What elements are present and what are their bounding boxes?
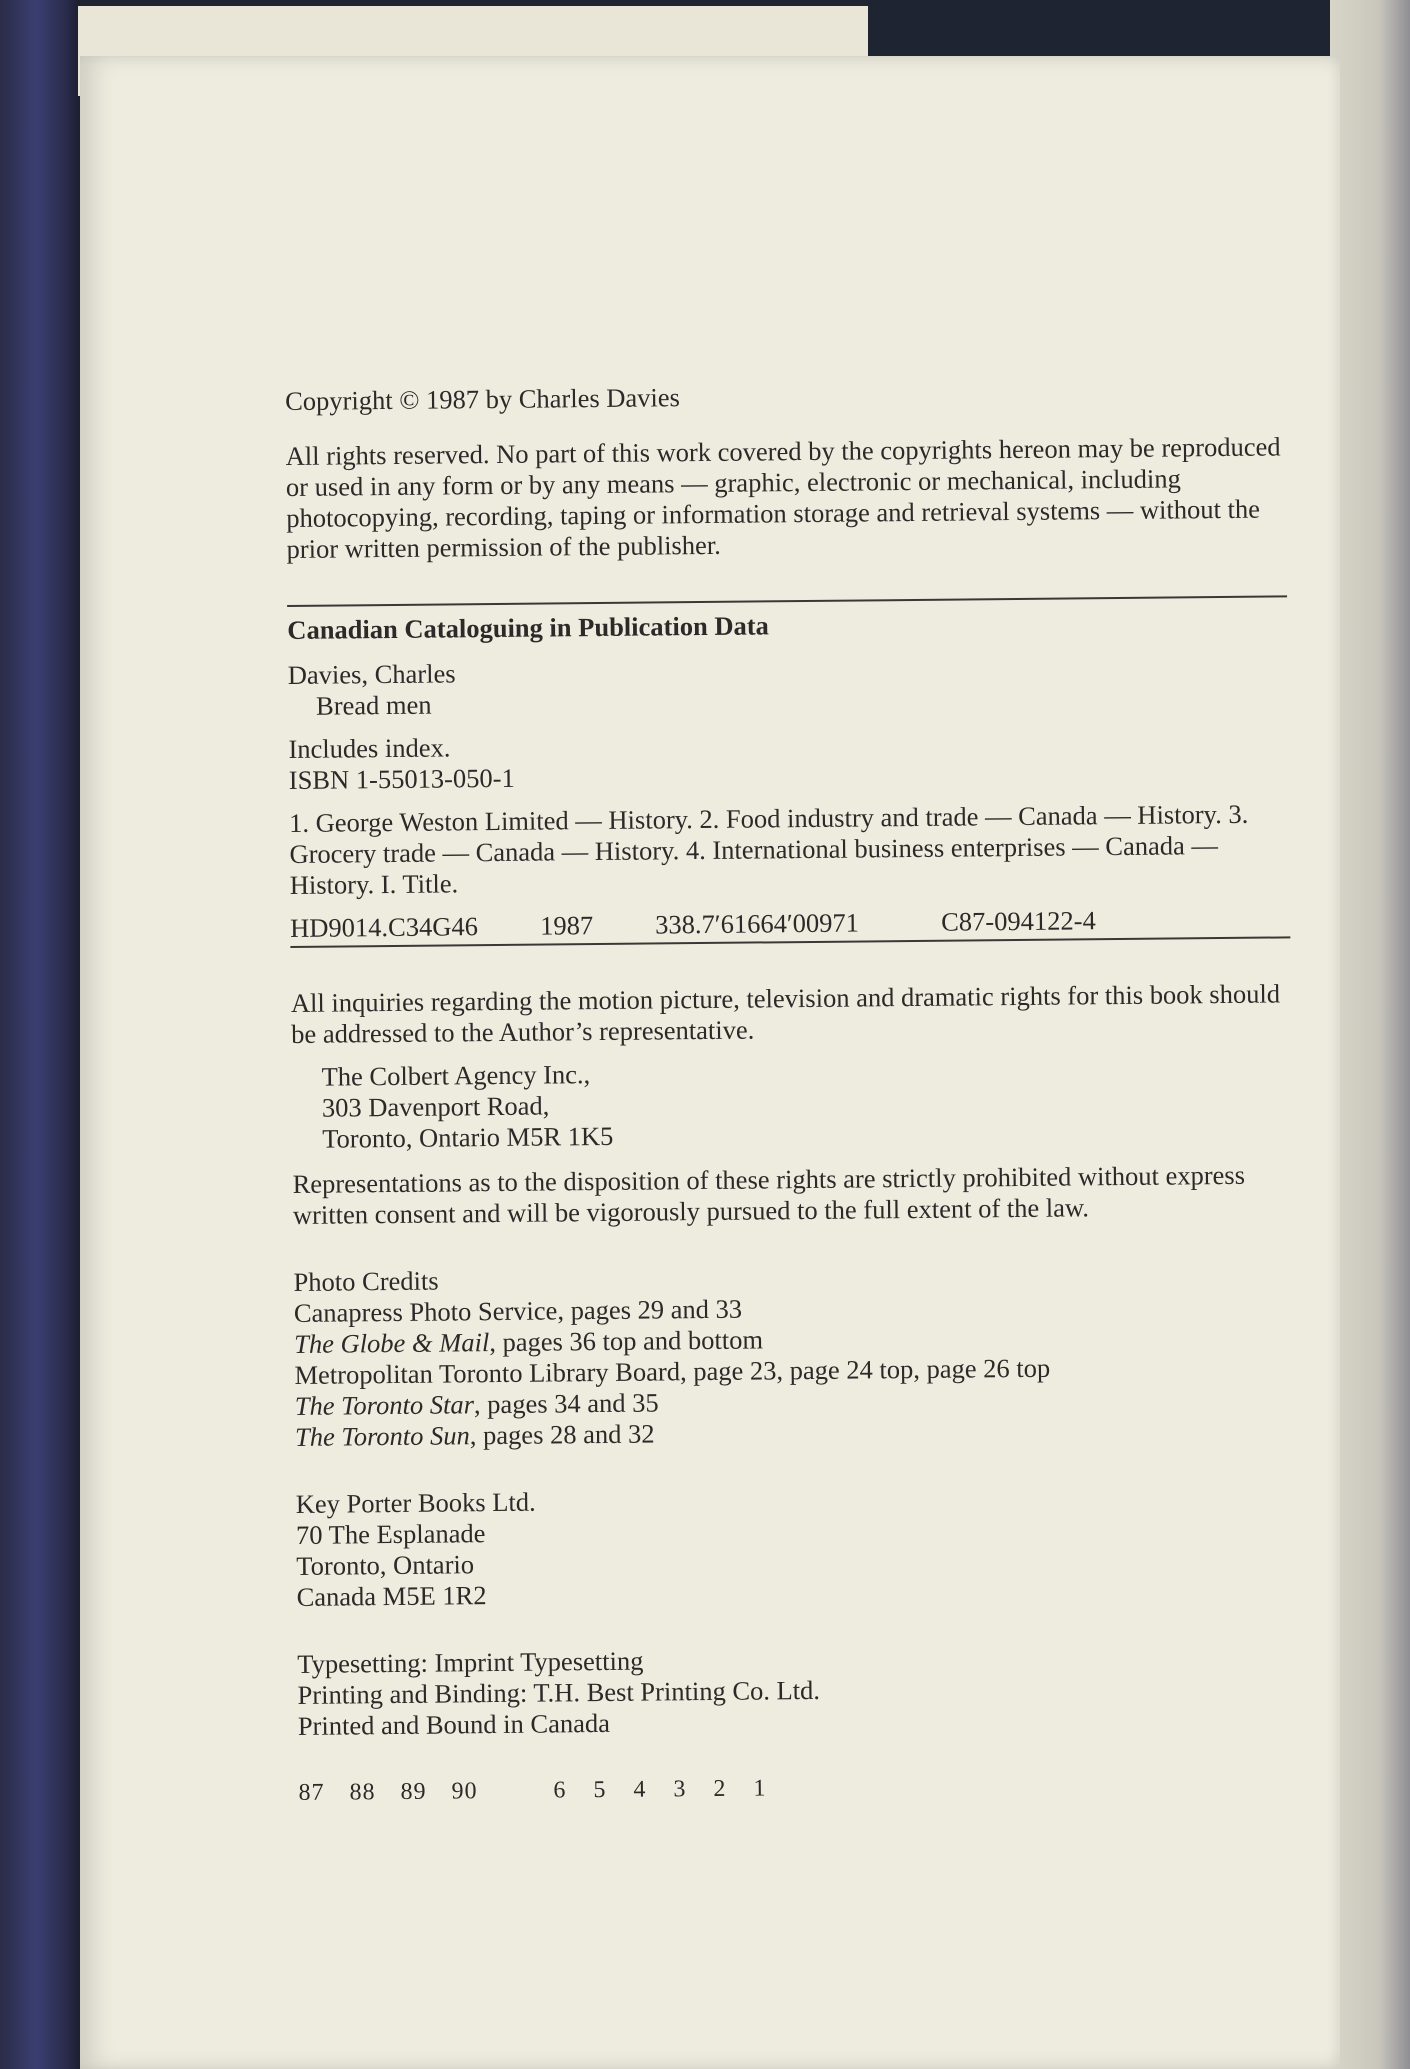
agency-address [291, 1052, 1292, 1155]
publisher-address-line: 70 The Esplanade [295, 1518, 486, 1550]
book-spine [0, 0, 80, 2069]
publisher-address-line: Key Porter Books Ltd. [295, 1486, 536, 1519]
photo-credits [293, 1257, 1295, 1453]
production-line: Printed and Bound in Canada [297, 1707, 611, 1741]
cip-title: Bread men [315, 689, 432, 721]
copyright-page [80, 56, 1340, 2069]
cip-notes-block [288, 724, 1289, 796]
print-numbers [553, 1773, 786, 1806]
rights-notice: All rights reserved. No part of this work covered by the copyrights hereon may be reproduced or used in any form or by any means — graphic, electronic or mechanical, including photocopying, recording, taping or information storage and retrieval systems — without the prior written permission of the publisher. [285, 431, 1281, 564]
print-number: 3 [673, 1776, 687, 1803]
production-credits [297, 1639, 1298, 1742]
cip-author-block [288, 650, 1289, 722]
print-year: 87 [298, 1779, 325, 1806]
photo-credit-source: Metropolitan Toronto Library Board [294, 1356, 681, 1390]
printer-key-line [298, 1768, 1298, 1809]
cip-author: Davies, Charles [287, 658, 456, 690]
photo-credit-source: The Globe & Mail [294, 1327, 490, 1359]
cip-lc-class: HD9014.C34G46 [290, 911, 479, 943]
photo-credit-pages: , pages 28 and 32 [469, 1418, 655, 1451]
photo-credit-source: Canapress Photo Service [293, 1295, 558, 1328]
photo-credit-pages: , pages 34 and 35 [473, 1387, 659, 1420]
print-number: 5 [593, 1776, 607, 1804]
facing-page-edge [1330, 0, 1410, 2069]
photo-credit-pages: , pages 29 and 33 [557, 1293, 743, 1326]
cip-isbn: ISBN 1-55013-050-1 [288, 762, 515, 795]
publisher-address-line: Toronto, Ontario [296, 1549, 475, 1581]
publisher-address [296, 1479, 1297, 1613]
cip-note: Includes index. [288, 732, 451, 764]
representations-notice: Representations as to the disposition of these rights are strictly prohibited without express written consent and will be vigorously pursued to the full extent of the law. [292, 1159, 1246, 1230]
publisher-address-line: Canada M5E 1R2 [296, 1580, 487, 1612]
print-year: 90 [451, 1778, 478, 1805]
photo-credit-source: The Toronto Sun [294, 1420, 470, 1452]
copyright-line: Copyright © 1987 by Charles Davies [285, 382, 681, 416]
agency-address-line: The Colbert Agency Inc., [321, 1059, 591, 1092]
cip-dewey: 338.7′61664′00971 [655, 907, 860, 940]
print-number: 6 [553, 1777, 567, 1804]
photo-credits-heading: Photo Credits [293, 1265, 439, 1297]
cip-top-rule [287, 595, 1287, 607]
agency-address-line: Toronto, Ontario M5R 1K5 [322, 1120, 614, 1154]
print-years [298, 1776, 495, 1809]
cip-heading: Canadian Cataloguing in Publication Data [287, 610, 769, 645]
print-year: 89 [400, 1778, 427, 1805]
agency-address-line: 303 Davenport Road, [321, 1090, 550, 1123]
production-line: Typesetting: Imprint Typesetting [297, 1645, 644, 1679]
photo-credit-pages: , pages 36 top and bottom [489, 1324, 764, 1358]
photo-credit-source: The Toronto Star [294, 1389, 475, 1421]
production-line: Printing and Binding: T.H. Best Printing Co. Ltd. [297, 1674, 821, 1710]
print-year: 88 [349, 1779, 376, 1806]
cip-number: C87-094122-4 [941, 905, 1096, 937]
cip-year: 1987 [540, 910, 594, 941]
print-number: 4 [633, 1776, 647, 1803]
photo-credit-pages: , page 23, page 24 top, page 26 top [679, 1352, 1051, 1387]
cip-subjects: 1. George Weston Limited — History. 2. Food industry and trade — Canada — History. 3. Grocery trade — Canada — History. 4. International business enterprises — Canada — History. I. Title. [289, 798, 1249, 900]
rights-inquiries: All inquiries regarding the motion picture, television and dramatic rights for this book should be addressed to the Author’s representative. [290, 978, 1281, 1049]
print-number: 2 [713, 1775, 727, 1802]
page-content [285, 376, 1299, 1809]
print-number: 1 [753, 1775, 767, 1802]
